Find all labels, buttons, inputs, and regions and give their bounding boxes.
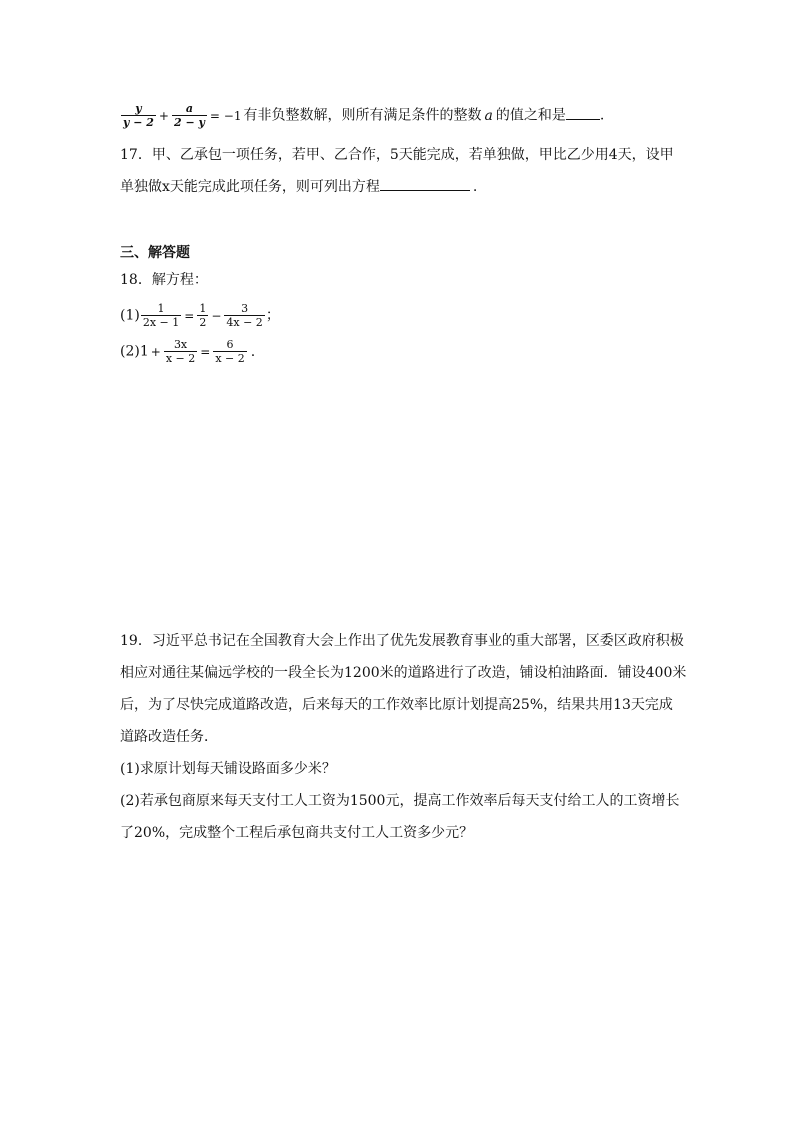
- fraction-numerator: a: [172, 102, 207, 116]
- term-one: 1: [139, 343, 149, 360]
- period: .: [250, 343, 256, 360]
- q19-sub-question-2-line-2: 了20%，完成整个工程后承包商共支付工人工资多少元？: [120, 825, 474, 841]
- fraction-a-over-2-minus-y: [172, 102, 207, 129]
- fraction-denominator: x − 2: [165, 352, 196, 365]
- q16-text-end: 的值之和是: [495, 107, 566, 124]
- fraction: [141, 302, 181, 329]
- part-label: (1): [120, 307, 140, 324]
- q19-line-4: 道路改造任务．: [120, 729, 218, 745]
- semicolon: ；: [265, 307, 280, 324]
- fraction-numerator: 3: [224, 302, 264, 316]
- plus-sign: +: [158, 108, 169, 123]
- variable-a: a: [484, 107, 493, 124]
- fraction-y-over-y-minus-2: [121, 102, 156, 129]
- equals-sign: =: [200, 344, 211, 359]
- fraction-numerator: y: [121, 102, 156, 116]
- equals-minus-one: = −1: [209, 108, 242, 123]
- fraction-numerator: 3x: [164, 338, 197, 352]
- q18-part-1: [120, 302, 280, 329]
- fraction-numerator: 6: [213, 338, 246, 352]
- fraction-denominator: 2 − y: [173, 116, 205, 129]
- q18-title: 18．解方程：: [120, 272, 208, 288]
- plus-sign: +: [150, 344, 161, 359]
- minus-sign: −: [211, 308, 222, 323]
- fraction-numerator: 1: [141, 302, 181, 316]
- fraction-denominator: x − 2: [215, 352, 245, 365]
- fraction: [164, 338, 197, 365]
- fraction-denominator: 2x − 1: [142, 316, 180, 329]
- answer-blank[interactable]: [380, 176, 470, 191]
- fraction: [213, 338, 246, 365]
- answer-blank[interactable]: [566, 105, 600, 120]
- fraction-denominator: 4x − 2: [226, 316, 263, 329]
- q17-line-2: [120, 176, 477, 197]
- q16-period: .: [599, 107, 605, 124]
- part-label: (2): [120, 343, 140, 360]
- q19-line-1: 19．习近平总书记在全国教育大会上作出了优先发展教育事业的重大部署，区委区政府积极: [120, 633, 684, 649]
- q19-sub-question-1: (1)求原计划每天铺设路面多少米？: [120, 761, 336, 777]
- q17-text: 单独做x天能完成此项任务，则可列出方程: [120, 179, 380, 195]
- fraction: [197, 302, 208, 329]
- section-title: 三、解答题: [120, 245, 190, 261]
- fraction-denominator: y − 2: [123, 116, 154, 129]
- equals-sign: =: [184, 308, 195, 323]
- q16-text: 有非负整数解，则所有满足条件的整数: [243, 107, 482, 124]
- q19-sub-question-2-line-1: (2)若承包商原来每天支付工人工资为1500元，提高工作效率后每天支付给工人的工资增长: [120, 793, 680, 809]
- fraction-numerator: 1: [199, 302, 207, 315]
- fraction: [224, 302, 264, 329]
- q19-line-2: 相应对通往某偏远学校的一段全长为1200米的道路进行了改造，铺设柏油路面．铺设400米: [120, 665, 687, 681]
- q17-period: .: [472, 179, 478, 195]
- q17-line-1: 17．甲、乙承包一项任务，若甲、乙合作，5天能完成，若单独做，甲比乙少用4天，设甲: [120, 147, 674, 163]
- q19-line-3: 后，为了尽快完成道路改造，后来每天的工作效率比原计划提高25%，结果共用13天完成: [120, 697, 673, 713]
- q16-equation-line: [120, 102, 604, 129]
- fraction-denominator: 2: [199, 316, 207, 329]
- q18-part-2: [120, 338, 255, 365]
